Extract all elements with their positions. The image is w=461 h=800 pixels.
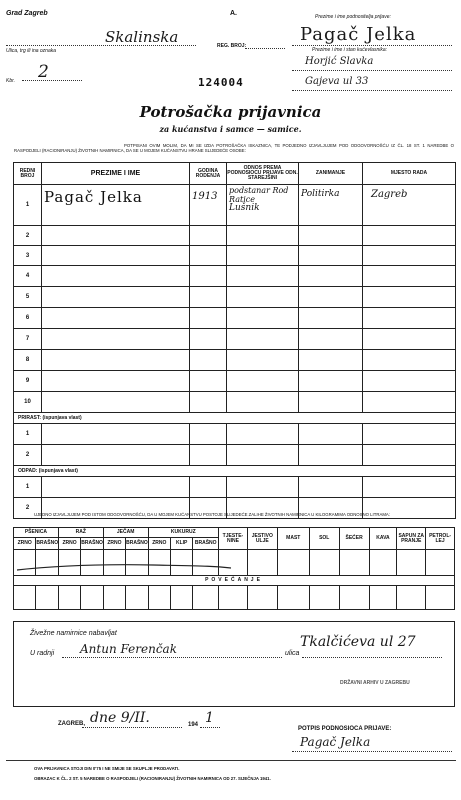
date-line xyxy=(82,727,182,728)
group-wheat: PŠENICA xyxy=(14,528,59,538)
sub-col: BRAŠNO xyxy=(36,538,58,550)
landlord-label: Prezime i ime i stan kućevlasnika: xyxy=(312,47,388,53)
row-relation-cell xyxy=(227,185,299,226)
row-number: 2 xyxy=(14,445,42,466)
col-header-name: PREZIME I IME xyxy=(42,163,190,185)
col-oil: JESTIVO ULJE xyxy=(247,528,277,550)
group-corn: KUKURUZ xyxy=(148,528,218,538)
row-number: 5 xyxy=(14,287,42,308)
stock-group-row xyxy=(14,528,455,538)
sub-col: KLIP xyxy=(170,538,192,550)
row-number: 8 xyxy=(14,350,42,371)
group-barley: JEČAM xyxy=(103,528,148,538)
prirast-label: PRIRAST: (ispunjava vlast) xyxy=(14,413,456,424)
archive-stamp-text: DRŽAVNI ARHIV U ZAGREBU xyxy=(340,680,410,686)
signature-value: Pagač Jelka xyxy=(300,735,371,749)
landlord-value1: Horjić Slavka xyxy=(305,56,374,67)
supply-label: Živežne namirnice nabavljat xyxy=(30,630,117,637)
row-place: Zagreb xyxy=(363,185,456,226)
persons-table xyxy=(13,162,456,519)
col-petroleum: PETROL-LEJ xyxy=(426,528,455,550)
form-subtitle: za kućanstva i samce — samice. xyxy=(159,124,302,134)
table-row xyxy=(14,308,456,329)
house-value: 2 xyxy=(38,62,49,82)
supply-street-line xyxy=(302,657,442,658)
footer-note-decree: OBRAZAC K ČL. 2 ST. 5 NAREDBE O RASPODJELI (RACIONIRANJU) ŽIVOTNIH NAMIRNICA OD 27. SIJEČNJA 1941. xyxy=(34,776,271,781)
increase-label: POVEĆANJE xyxy=(14,576,455,586)
signature-label: POTPIS PODNOSIOCA PRIJAVE: xyxy=(298,726,392,732)
landlord-line2 xyxy=(292,90,452,91)
col-header-number: REDNI BROJ xyxy=(14,163,42,185)
landlord-line1 xyxy=(292,70,452,71)
row-name: Pagač Jelka xyxy=(42,185,190,226)
applicant-value: Pagač Jelka xyxy=(300,24,417,45)
row-number: 2 xyxy=(14,226,42,246)
reg-label: REG. BROJ: xyxy=(217,43,247,49)
sub-col: ZRNO xyxy=(103,538,125,550)
table-row xyxy=(14,371,456,392)
street-value: Skalinska xyxy=(105,28,179,46)
shop-value: Antun Ferenčak xyxy=(80,642,177,656)
increase-row xyxy=(14,576,455,586)
table-row xyxy=(14,477,456,498)
strike-through-line xyxy=(13,558,233,574)
col-soap: SAPUN ZA PRANJE xyxy=(397,528,426,550)
row-number: 1 xyxy=(14,185,42,226)
table-row xyxy=(14,246,456,266)
col-header-job: ZANIMANJE xyxy=(299,163,363,185)
odpad-label: ODPAD: (ispunjava vlast) xyxy=(14,466,456,477)
footer-date: dne 9/II. xyxy=(90,710,150,726)
col-lard: MAST xyxy=(277,528,309,550)
row-number: 10 xyxy=(14,392,42,413)
stock-intro: UJEDNO IZJAVLJUJEM POD ISTOM ODGOVORNOŠĆU, DA U MOJEM KUĆANSTVU POSTOJE SLIJEDEĆE ZALIHE ŽIVOTNIH NAMIRNICA U KILOGRAMIMA ODNOSNO LITRAMA: xyxy=(34,512,390,517)
landlord-value2: Gajeva ul 33 xyxy=(305,76,369,87)
letter-label: A. xyxy=(230,10,237,17)
row-number: 9 xyxy=(14,371,42,392)
col-header-place: MJESTO RADA xyxy=(363,163,456,185)
table-row xyxy=(14,350,456,371)
row-number: 1 xyxy=(14,477,42,498)
year-line xyxy=(200,727,220,728)
table-row xyxy=(14,266,456,287)
signature-line xyxy=(292,751,452,752)
row-relation-2: Lušnik xyxy=(229,203,260,213)
supply-street-label: ulica xyxy=(285,650,300,657)
col-header-year: GODINA RODENJA xyxy=(190,163,227,185)
supply-street-value: Tkalčićeva ul 27 xyxy=(300,634,416,650)
row-number: 4 xyxy=(14,266,42,287)
col-sugar: ŠEĆER xyxy=(339,528,369,550)
row-number: 1 xyxy=(14,424,42,445)
sub-col: BRAŠNO xyxy=(81,538,103,550)
house-label: Kbr. xyxy=(6,78,15,84)
house-line xyxy=(22,80,82,81)
group-rye: RAŽ xyxy=(58,528,103,538)
city-label: Grad Zagreb xyxy=(6,10,48,17)
col-coffee: KAVA xyxy=(369,528,397,550)
table-row xyxy=(14,185,456,226)
row-number: 2 xyxy=(14,498,42,519)
applicant-label: Prezime i ime podnositelja prijave: xyxy=(315,14,391,20)
row-number: 3 xyxy=(14,246,42,266)
shop-label: U radnji xyxy=(30,650,55,657)
table-row xyxy=(14,392,456,413)
odpad-row xyxy=(14,466,456,477)
footer-divider xyxy=(6,760,456,761)
sub-col: BRAŠNO xyxy=(193,538,219,550)
sub-col: ZRNO xyxy=(58,538,80,550)
col-header-relation: ODNOS PREMA PODNOSIOCU PRIJAVE ODN. STAREJŠINI xyxy=(227,163,299,185)
sub-col: ZRNO xyxy=(14,538,36,550)
footer-place: ZAGREB, xyxy=(58,721,85,727)
table-header-row xyxy=(14,163,456,185)
row-number: 6 xyxy=(14,308,42,329)
sub-col: BRAŠNO xyxy=(126,538,148,550)
year-value: 1 xyxy=(205,710,214,726)
increase-values-row xyxy=(14,586,455,610)
table-row xyxy=(14,287,456,308)
footer-note-price: OVA PRIJAVNICA STOJI DIN 0'75 I NE SMIJE SE SKUPLJE PRODAVATI. xyxy=(34,766,180,771)
shop-line xyxy=(62,657,282,658)
street-label: Ulica, trg ili ina oznaka xyxy=(6,48,57,54)
street-line xyxy=(6,45,196,46)
table-row xyxy=(14,445,456,466)
applicant-line xyxy=(292,45,452,46)
row-year: 1913 xyxy=(190,185,227,226)
reg-line xyxy=(245,48,285,49)
table-row xyxy=(14,226,456,246)
intro-text: POTPISANI OVIM MOLIM, DA MI SE IZDA POTROŠAČKA ISKAZNICA, TE PODJEDNO IZJAVLJUJEM POD ODGOVORNOŠĆU IZ ČL. 18 ST. 1 NAREDBE O RASPODJELI (RACIONIRANJU) ŽIVOTNIH NAMIRNICA, DA SE U MOJEM KUĆANSTVU HRANE SLIJEDEĆE OSOBE: xyxy=(14,143,454,153)
sub-col: ZRNO xyxy=(148,538,170,550)
row-relation: podstanar Rod Ratice xyxy=(229,186,289,204)
table-row xyxy=(14,424,456,445)
col-salt: SOL xyxy=(309,528,339,550)
year-prefix: 194 xyxy=(188,722,199,728)
form-title: Potrošačka prijavnica xyxy=(139,103,322,121)
prirast-row xyxy=(14,413,456,424)
table-row xyxy=(14,329,456,350)
reg-number: 124004 xyxy=(198,76,244,89)
row-job: Politirka xyxy=(299,185,363,226)
col-pasta: TJESTE-NINE xyxy=(219,528,248,550)
row-number: 7 xyxy=(14,329,42,350)
